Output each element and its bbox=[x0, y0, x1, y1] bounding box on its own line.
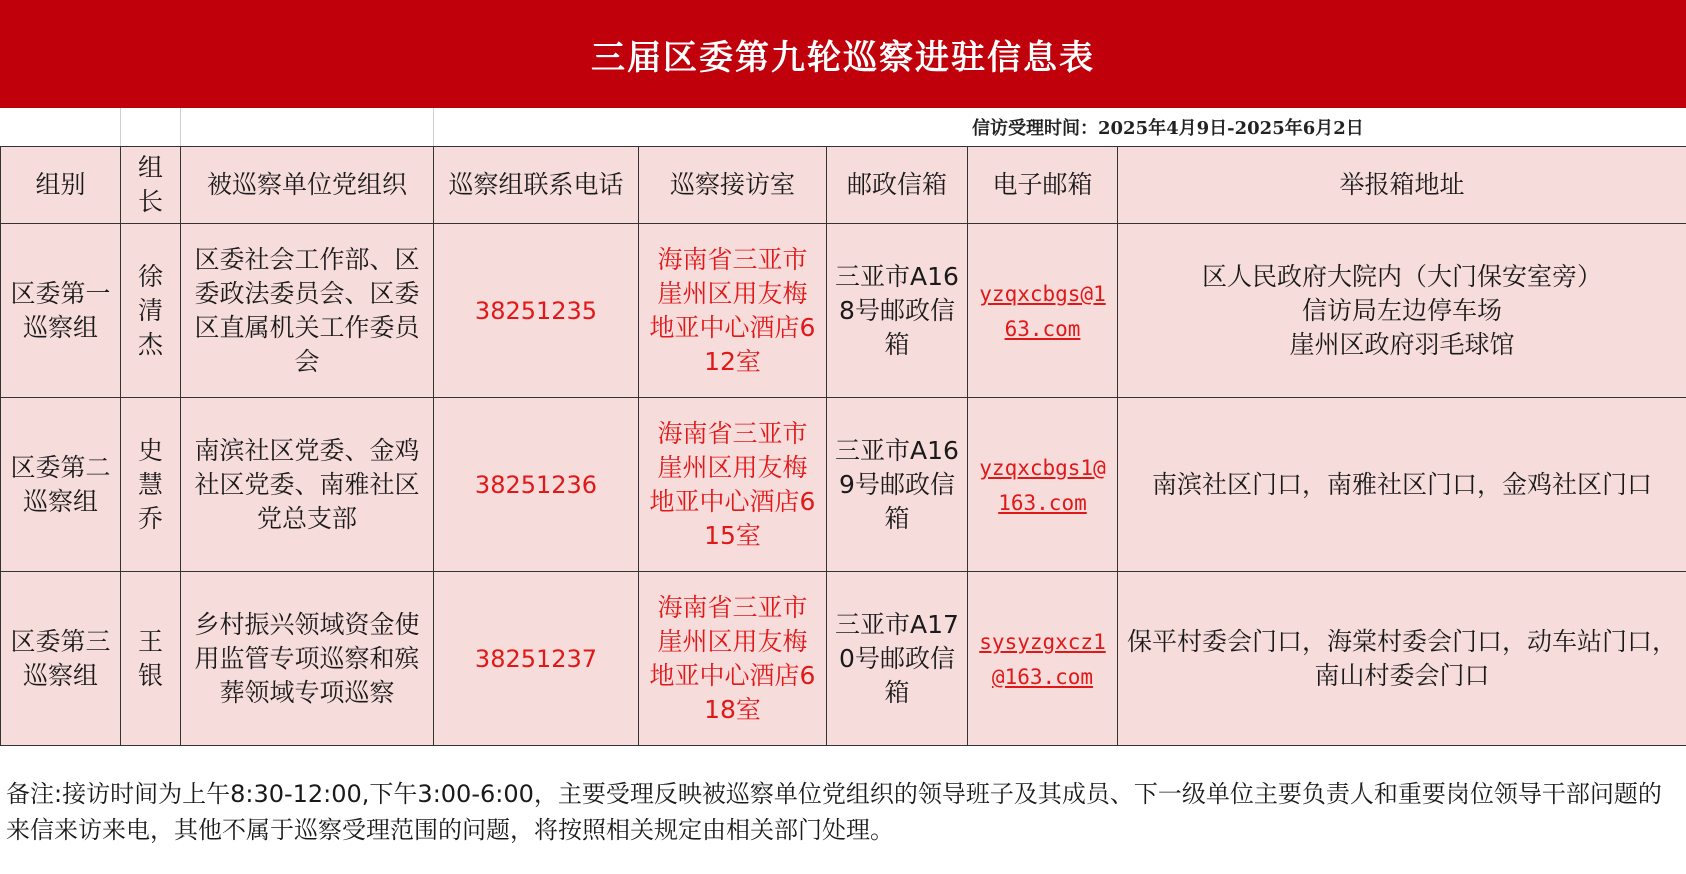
email-cell bbox=[968, 224, 1118, 398]
room-cell: 海南省三亚市崖州区用友梅地亚中心酒店615室 bbox=[639, 398, 827, 572]
phone-cell: 38251236 bbox=[434, 398, 639, 572]
email-cell bbox=[968, 398, 1118, 572]
address-cell bbox=[1118, 572, 1686, 746]
leader-cell: 徐清杰 bbox=[121, 224, 181, 398]
sheet-title: 三届区委第九轮巡察进驻信息表 bbox=[0, 0, 1686, 108]
inspection-table bbox=[0, 146, 1686, 746]
phone-cell: 38251235 bbox=[434, 224, 639, 398]
address-cell bbox=[1118, 224, 1686, 398]
empty-cell bbox=[0, 108, 121, 146]
header-org: 被巡察单位党组织 bbox=[181, 147, 434, 224]
email-cell bbox=[968, 572, 1118, 746]
group-cell: 区委第一巡察组 bbox=[1, 224, 121, 398]
table-row bbox=[1, 224, 1686, 398]
complaint-period: 信访受理时间：2025年4月9日-2025年6月2日 bbox=[972, 118, 1364, 139]
org-cell: 南滨社区党委、金鸡社区党委、南雅社区党总支部 bbox=[181, 398, 434, 572]
email-link[interactable]: yzqxcbgs@163.com bbox=[979, 281, 1106, 341]
header-address: 举报箱地址 bbox=[1118, 147, 1686, 224]
remarks-text: 备注:接访时间为上午8:30-12:00,下午3:00-6:00，主要受理反映被巡察单位党组织的领导班子及其成员、下一级单位主要负责人和重要岗位领导干部问题的来信来访来电，其他不属于巡察受理范围的问题，将按照相关规定由相关部门处理。 bbox=[6, 780, 1662, 844]
leader-cell: 史慧乔 bbox=[121, 398, 181, 572]
room-cell: 海南省三亚市崖州区用友梅地亚中心酒店612室 bbox=[639, 224, 827, 398]
leader-cell: 王银 bbox=[121, 572, 181, 746]
address-line: 崖州区政府羽毛球馆 bbox=[1289, 329, 1515, 359]
org-cell: 区委社会工作部、区委政法委员会、区委区直属机关工作委员会 bbox=[181, 224, 434, 398]
address-cell bbox=[1118, 398, 1686, 572]
address-line: 南滨社区门口，南雅社区门口，金鸡社区门口 bbox=[1151, 469, 1652, 499]
header-email: 电子邮箱 bbox=[968, 147, 1118, 224]
group-cell: 区委第二巡察组 bbox=[1, 398, 121, 572]
postbox-cell: 三亚市A168号邮政信箱 bbox=[827, 224, 968, 398]
header-group: 组别 bbox=[1, 147, 121, 224]
room-cell: 海南省三亚市崖州区用友梅地亚中心酒店618室 bbox=[639, 572, 827, 746]
empty-cell bbox=[180, 108, 434, 146]
address-line: 信访局左边停车场 bbox=[1301, 295, 1502, 325]
group-cell: 区委第三巡察组 bbox=[1, 572, 121, 746]
table-row bbox=[1, 572, 1686, 746]
header-postbox: 邮政信箱 bbox=[827, 147, 968, 224]
address-line: 保平村委会门口，海棠村委会门口，动车站门口，南山村委会门口 bbox=[1126, 626, 1677, 690]
postbox-cell: 三亚市A169号邮政信箱 bbox=[827, 398, 968, 572]
header-room: 巡察接访室 bbox=[639, 147, 827, 224]
header-leader: 组长 bbox=[121, 147, 181, 224]
address-line: 区人民政府大院内（大门保安室旁） bbox=[1201, 261, 1602, 291]
org-cell: 乡村振兴领域资金使用监管专项巡察和殡葬领域专项巡察 bbox=[181, 572, 434, 746]
email-link[interactable]: sysyzgxcz1@163.com bbox=[979, 629, 1106, 689]
table-row bbox=[1, 398, 1686, 572]
info-row bbox=[0, 108, 1686, 147]
email-link[interactable]: yzqxcbgs1@163.com bbox=[979, 455, 1106, 515]
phone-cell: 38251237 bbox=[434, 572, 639, 746]
header-phone: 巡察组联系电话 bbox=[434, 147, 639, 224]
note-area bbox=[0, 746, 1686, 874]
header-row bbox=[1, 147, 1686, 224]
postbox-cell: 三亚市A170号邮政信箱 bbox=[827, 572, 968, 746]
empty-cell bbox=[120, 108, 181, 146]
